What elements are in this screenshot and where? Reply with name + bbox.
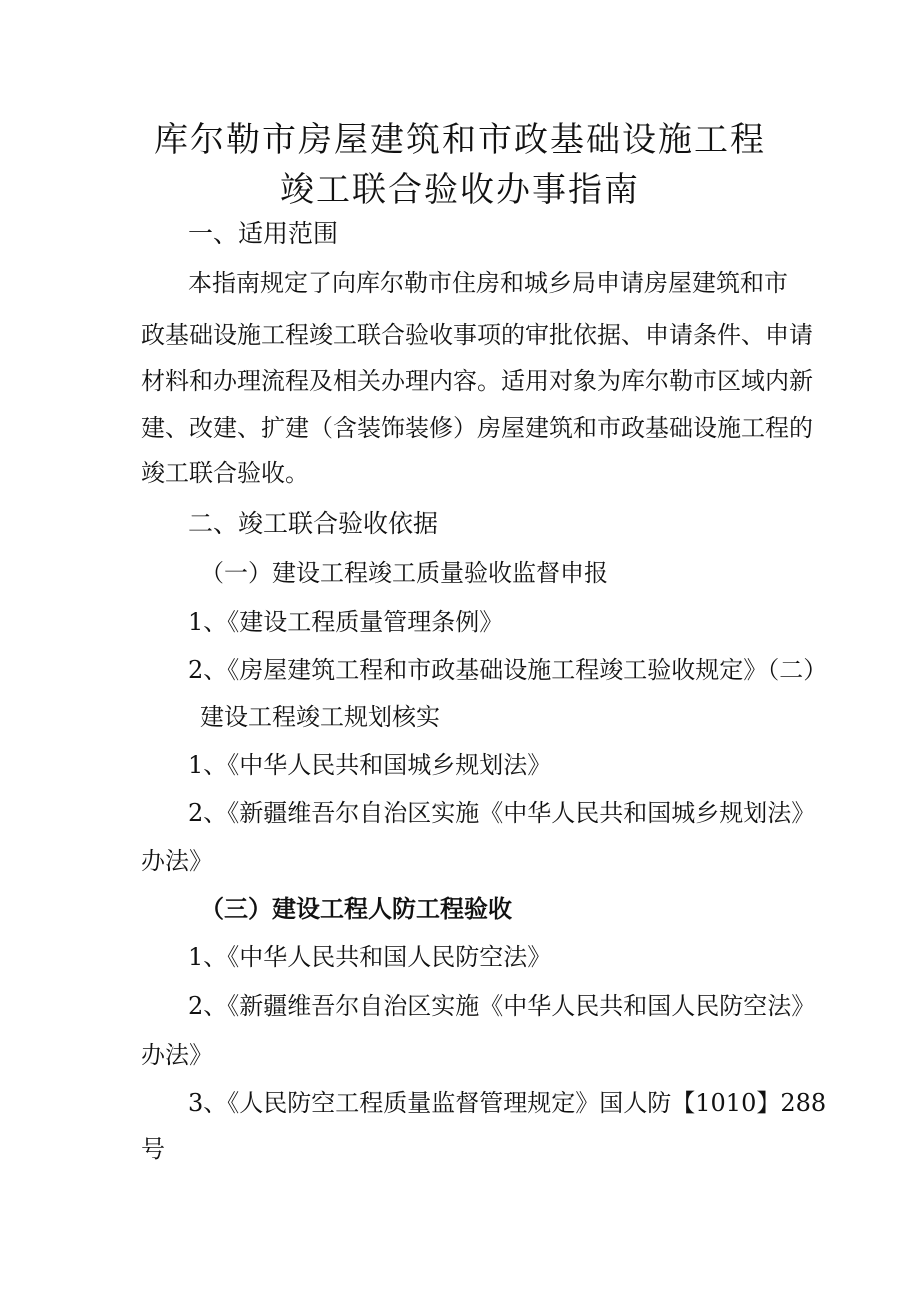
section-2-heading: 二、竣工联合验收依据	[188, 509, 439, 538]
subsection-2-item-1: 1、《中华人民共和国城乡规划法》	[188, 751, 552, 779]
section-1-paragraph-line-1: 本指南规定了向库尔勒市住房和城乡局申请房屋建筑和市	[188, 269, 788, 297]
subsection-1-heading: （一）建设工程竣工质量验收监督申报	[200, 559, 608, 587]
subsection-3-item-3: 3、《人民防空工程质量监督管理规定》国人防【1010】288	[188, 1089, 827, 1117]
subsection-2-item-2-continued: 办法》	[141, 847, 213, 875]
document-title-line-1: 库尔勒市房屋建筑和市政基础设施工程	[154, 120, 766, 160]
subsection-1-item-1: 1、《建设工程质量管理条例》	[188, 608, 504, 636]
section-1-paragraph-line-4: 建、改建、扩建（含装饰装修）房屋建筑和市政基础设施工程的	[141, 414, 813, 442]
subsection-3-item-2: 2、《新疆维吾尔自治区实施《中华人民共和国人民防空法》	[188, 992, 816, 1020]
subsection-2-item-2: 2、《新疆维吾尔自治区实施《中华人民共和国城乡规划法》	[188, 799, 816, 827]
section-1-paragraph-line-3: 材料和办理流程及相关办理内容。适用对象为库尔勒市区域内新	[141, 367, 813, 395]
subsection-2-heading: 建设工程竣工规划核实	[200, 703, 440, 731]
document-title-line-2: 竣工联合验收办事指南	[280, 170, 640, 210]
section-1-heading: 一、适用范围	[188, 219, 339, 248]
section-1-paragraph-line-2: 政基础设施工程竣工联合验收事项的审批依据、申请条件、申请	[141, 321, 813, 349]
section-1-paragraph-line-5: 竣工联合验收。	[141, 459, 309, 487]
subsection-3-item-1: 1、《中华人民共和国人民防空法》	[188, 943, 552, 971]
subsection-3-heading: （三）建设工程人防工程验收	[200, 894, 512, 923]
subsection-1-item-2: 2、《房屋建筑工程和市政基础设施工程竣工验收规定》（二）	[188, 656, 828, 684]
subsection-3-item-2-continued: 办法》	[141, 1041, 213, 1069]
subsection-3-item-3-continued: 号	[141, 1135, 165, 1163]
